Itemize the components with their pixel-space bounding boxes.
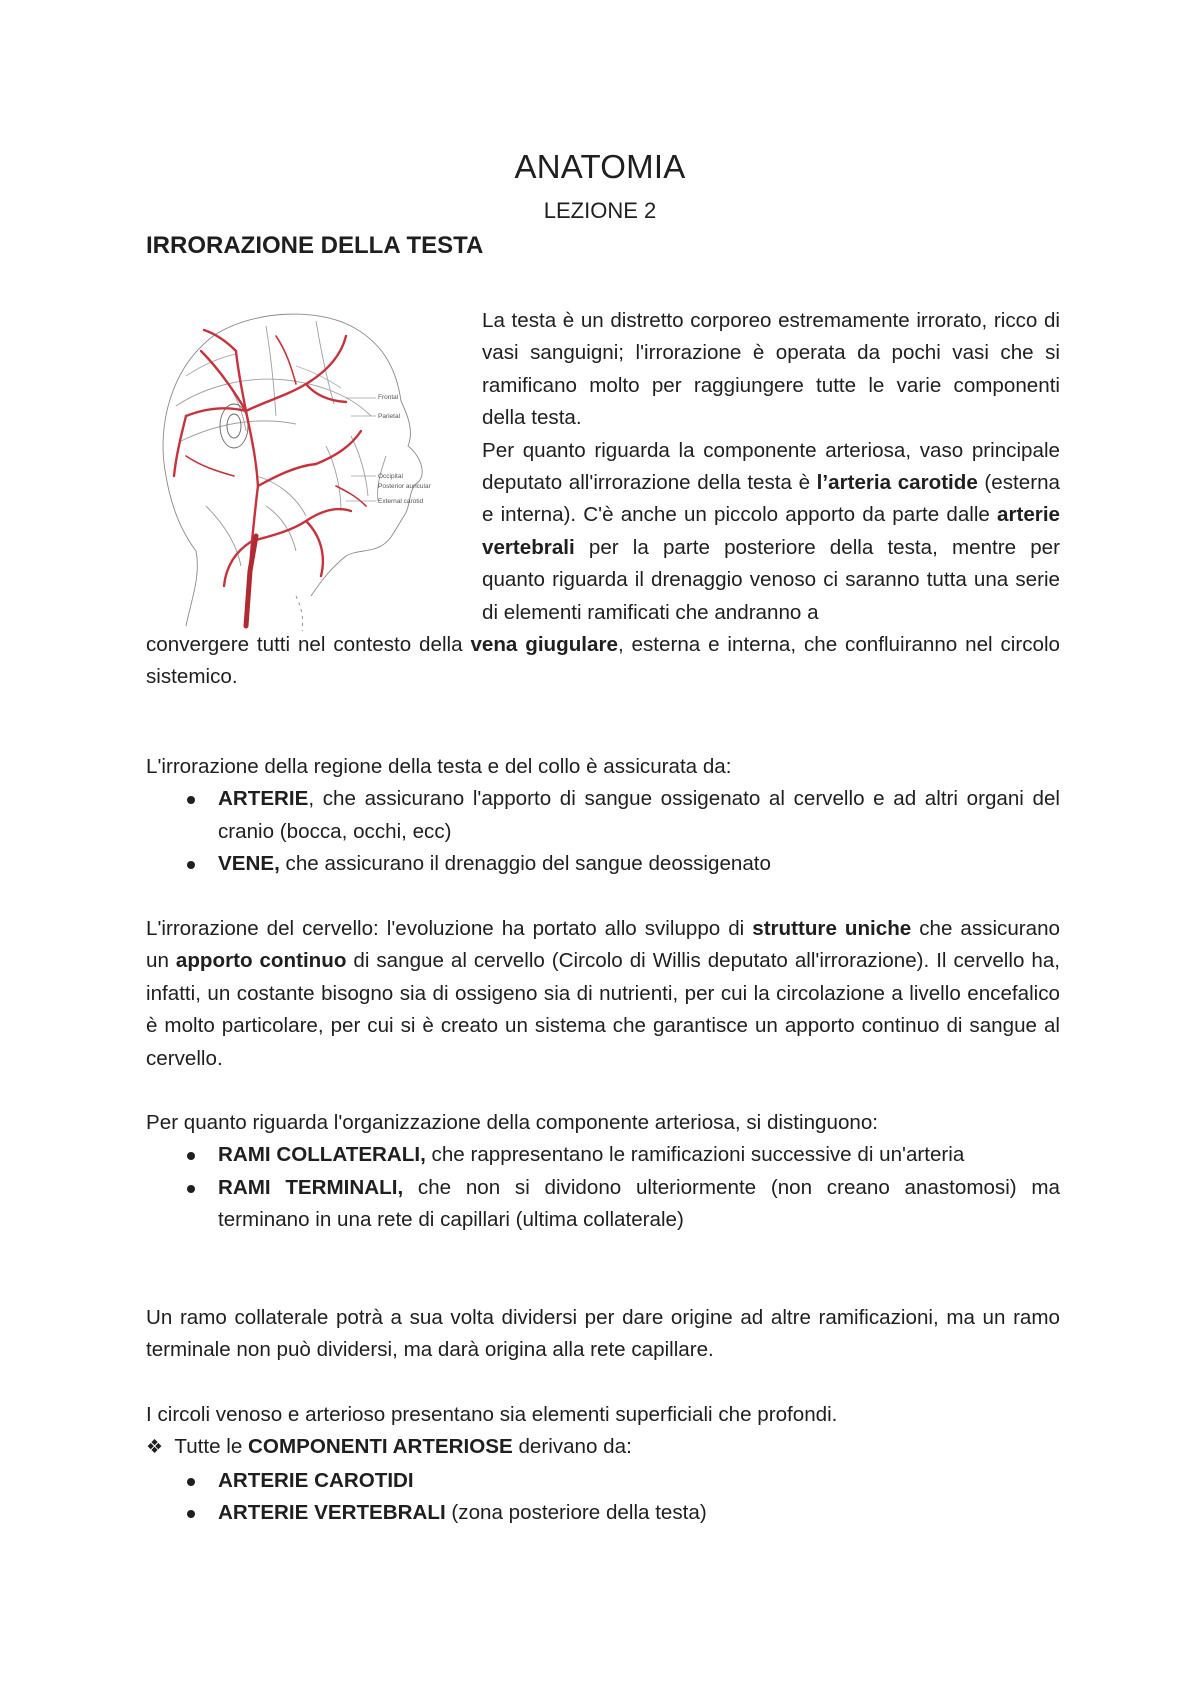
keyword-strutture-uniche: strutture uniche (752, 917, 912, 940)
list-item: RAMI TERMINALI, che non si dividono ulteriormente (non creano anastomosi) ma terminano in una rete di capillari (ultima collaterale) (146, 1172, 1060, 1237)
list-item: RAMI COLLATERALI, che rappresentano le ramificazioni successive di un'arteria (146, 1139, 1060, 1171)
organization-list (146, 1139, 1060, 1236)
keyword-arterie-vertebrali: arterie vertebrali (482, 503, 1060, 559)
keyword-vena-giugulare: vena giugulare (470, 633, 618, 657)
figure-label-frontal: Frontal (378, 394, 399, 401)
figure-label-occipital: Occipital (378, 473, 403, 480)
intro-paragraph-2-continued: convergere tutti nel contesto della vena giugulare, esterna e interna, che confluiranno nel circolo sistemico. (146, 633, 1060, 689)
intro-paragraph-2: Per quanto riguarda la componente arteriosa, vaso principale deputato all'irrorazione della testa è l’arteria carotide (esterna e interna). C'è anche un piccolo apporto da parte dalle arterie vertebrali per la parte posteriore della testa, mentre per quanto riguarda il drenaggio venoso ci saranno tutta una serie di elementi ramificati che andranno a (482, 438, 1060, 624)
intro-section (146, 305, 1060, 694)
section-heading: IRRORAZIONE DELLA TESTA (146, 232, 484, 259)
circles-section (146, 1399, 1060, 1530)
irrigation-list (146, 783, 1060, 880)
diamond-bullet-icon: ❖ (146, 1437, 164, 1459)
figure-label-parietal: Parietal (378, 413, 401, 420)
organization-section (146, 1107, 1060, 1237)
list-item: ARTERIE VERTEBRALI (zona posteriore della testa) (146, 1497, 1060, 1529)
list-item: ARTERIE, che assicurano l'apporto di sangue ossigenato al cervello e ad altri organi del cranio (bocca, occhi, ecc) (146, 783, 1060, 848)
list-item: VENE, che assicurano il drenaggio del sangue deossigenato (146, 848, 1060, 880)
document-title: ANATOMIA (514, 148, 686, 185)
list-item: ARTERIE CAROTIDI (146, 1465, 1060, 1497)
irrigation-section (146, 751, 1060, 881)
collateral-paragraph: Un ramo collaterale potrà a sua volta dividersi per dare origine ad altre ramificazioni, ma un ramo terminale non può dividersi, ma darà origina alla rete capillare. (146, 1306, 1060, 1362)
arterial-components-line: ❖ Tutte le COMPONENTI ARTERIOSE derivano da: (146, 1435, 632, 1459)
brain-paragraph: L'irrorazione del cervello: l'evoluzione ha portato allo sviluppo di strutture uniche che assicurano un apporto continuo di sangue al cervello (Circolo di Willis deputato all'irrorazione). Il cervello ha, infatti, un costante bisogno sia di ossigeno sia di nutrienti, per cui la circolazione a livello encefalico è molto particolare, per cui si è creato un sistema che garantisce un apporto continuo di sangue al cervello. (146, 917, 1061, 1070)
intro-paragraph-1: La testa è un distretto corporeo estremamente irrorato, ricco di vasi sanguigni; l'irrorazione è operata da pochi vasi che si ramificano molto per raggiungere tutte le varie componenti della testa. (482, 309, 1060, 430)
organization-lead: Per quanto riguarda l'organizzazione della componente arteriosa, si distinguono: (146, 1111, 879, 1134)
figure-label-external-carotid: External carotid (378, 498, 424, 505)
keyword-apporto-continuo: apporto continuo (175, 949, 347, 973)
figure-label-posterior-auricular: Posterior auricular (378, 483, 431, 490)
circles-lead: I circoli venoso e arterioso presentano sia elementi superficiali che profondi. (146, 1403, 838, 1426)
irrigation-lead: L'irrorazione della regione della testa e del collo è assicurata da: (146, 755, 732, 778)
lesson-subtitle: LEZIONE 2 (543, 198, 657, 223)
keyword-arteria-carotide: l’arteria carotide (816, 471, 978, 495)
arterial-sources-list (146, 1465, 1060, 1530)
